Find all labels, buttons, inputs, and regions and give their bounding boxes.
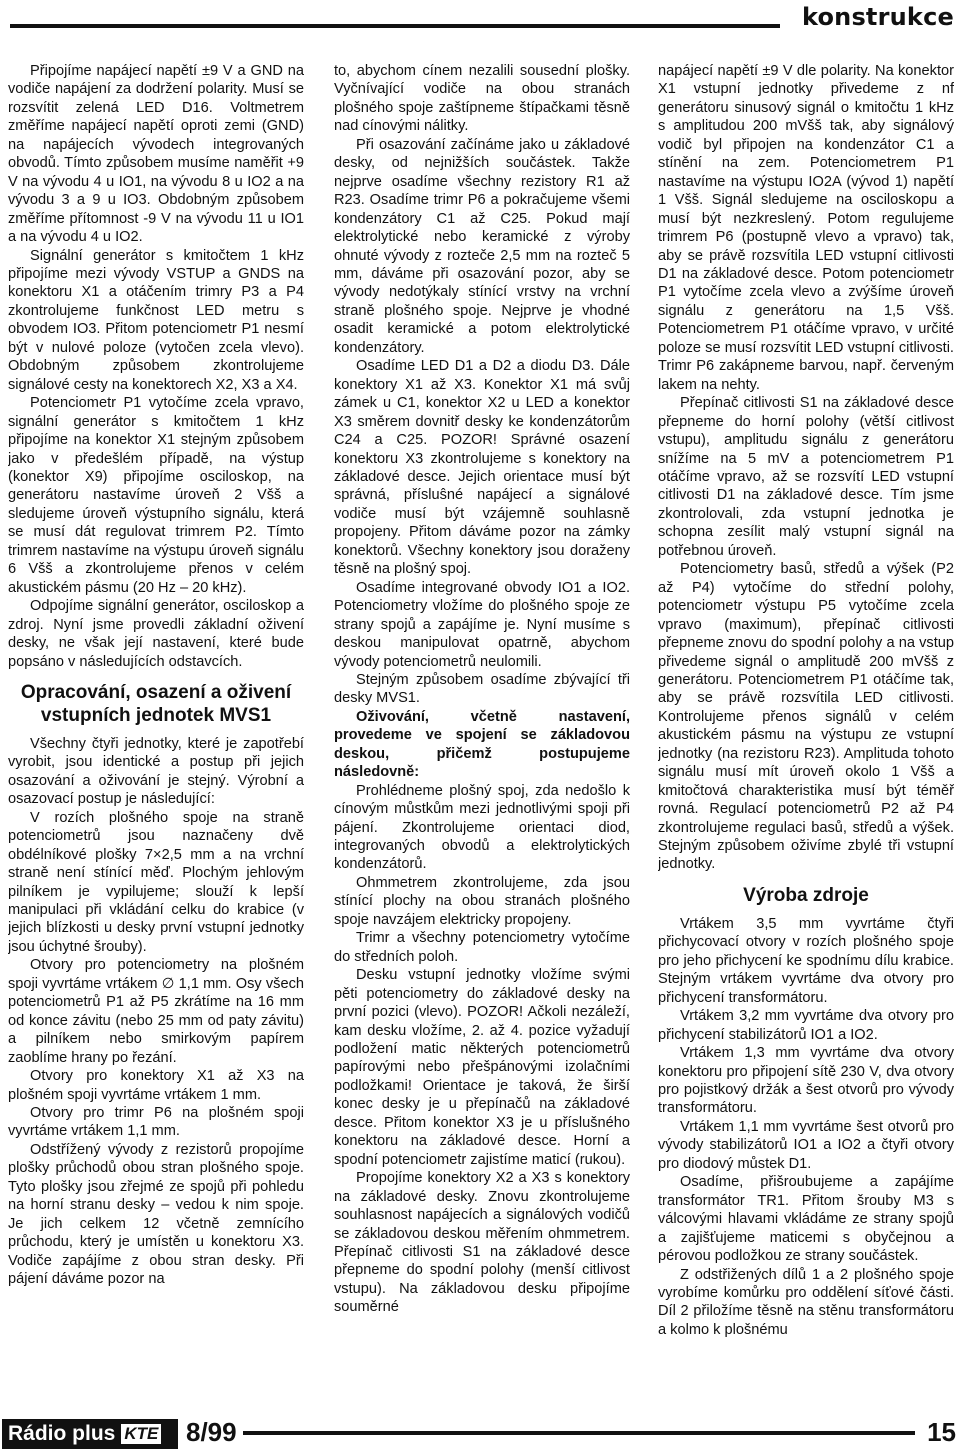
paragraph: Ohmmetrem zkontrolujeme, zda jsou stínící plochy na obou stranách plošného spoje navzájem elektricky propojeny. [334, 874, 630, 928]
paragraph: Potenciometr P1 vytočíme zcela vpravo, signální generátor s kmitočtem 1 kHz připojíme na konektor X1 stejným způsobem jako v předešlém případě, na výstup (konektor X9) připojíme osciloskop, na generátoru nastavíme úroveň 2 Všš a sledujeme úroveň výstupního signálu, která se musí dát regulovat trimrem P2. Tímto trimrem nastavíme na výstupu úroveň signálu 6 Všš a zkontrolujeme přenos v celém akustickém pásmu (20 Hz – 20 kHz). [8, 395, 304, 596]
section-heading: Opracování, osazení a oživení vstupních jednotek MVS1 [20, 681, 292, 726]
paragraph: Připojíme napájecí napětí ±9 V a GND na vodiče napájení za dodržení polarity. Musí se rozsvítit zelená LED D16. Voltmetrem změříme napájecí napětí oproti zemi (GND) na napájecích vývodech integrovaných obvodů. Tímto způsobem musíme naměřit +9 V na vývodu 4 u IO1, na vývodu 8 u IO2 a na vývodu 3 a 9 u IO3. Obdobným způsobem změříme přítomnost -9 V na vývodu 11 u IO1 a na vývodu 4 u IO2. [8, 63, 304, 246]
page-number: 15 [919, 1417, 956, 1448]
bold-lead-paragraph: Oživování, včetně nastavení, provedeme ve spojení se základovou deskou, přičemž postupujeme následovně: [334, 708, 630, 781]
paragraph: Při osazování začínáme jako u základové desky, od nejnižších součástek. Takže nejprve osadíme všechny rezistory R1 až R23. Osadíme trimr P6 a pokračujeme všemi kondenzátory C1 až C25. Pokud mají elektrolytické nebo keramické z výroby ohnuté vývody z rozteče 2,5 mm na rozteč 5 mm, dáváme při osazování pozor, aby se vývody nedotýkaly stínící vrstvy na vrchní straně plošného spoje. Nejprve je vhodné osadit keramické a potom elektrolytické kondenzátory. [334, 136, 630, 356]
paragraph: Vrtákem 1,3 mm vyvrtáme dva otvory konektoru pro připojení sítě 230 V, dva otvory pro pojistkový držák a šest otvorů pro vývody transformátoru. [658, 1045, 954, 1117]
paragraph: Vrtákem 3,2 mm vyvrtáme dva otvory pro přichycení stabilizátorů IO1 a IO2. [658, 1008, 954, 1043]
paragraph: Vrtákem 1,1 mm vyvrtáme šest otvorů pro vývody stabilizátorů IO1 a IO2 a čtyři otvory pro diodový můstek D1. [658, 1118, 954, 1172]
paragraph: Otvory pro trimr P6 na plošném spoji vyvrtáme vrtákem 1,1 mm. [8, 1105, 304, 1140]
paragraph: Odpojíme signální generátor, osciloskop a zdroj. Nyní jsme provedli základní oživení desky, ne však její nastavení, které bude popsáno v následujících odstavcích. [8, 598, 304, 670]
section-label: konstrukce [801, 3, 954, 31]
paragraph: Propojíme konektory X2 a X3 s konektory na základové desky. Znovu zkontrolujeme souhlasnost napájecích a signálových vodičů se základovou deskou měřením ohmmetrem. Přepínač citlivosti S1 na základové desce přepneme do spodní polohy (menší citlivost vstupu). Na základovou desku připojíme souměrné [334, 1170, 630, 1316]
paragraph: Osadíme integrované obvody IO1 a IO2. Potenciometry vložíme do plošného spoje ze strany spojů a zapájíme je. Nyní musíme s deskou manipulovat opatrně, abychom vývody potenciometrů neulomili. [334, 579, 630, 670]
footer-rule [240, 1431, 915, 1435]
paragraph: Prohlédneme plošný spoj, zda nedošlo k cínovým můstkům mezi jednotlivými spoji při pájení. Zkontrolujeme orientaci diod, integrovaných obvodů a elektrolytických kondenzátorů. [334, 782, 630, 873]
header-rule [10, 24, 780, 28]
paragraph: Trimr a všechny potenciometry vytočíme do středních poloh. [334, 930, 630, 965]
paragraph: Všechny čtyři jednotky, které je zapotřebí vyrobit, jsou identické a postup při jejich osazování a oživování je stejný. Výrobní a osazovací postup je následující: [8, 735, 304, 808]
brand-name: Rádio plus [8, 1422, 116, 1445]
paragraph: V rozích plošného spoje na straně potenciometrů jsou naznačeny dvě obdélníkové plošky 7×2,5 mm a na vrchní straně není stínící měď. Plochým jehlovým pilníkem je vypilujeme; slouží k lepší manipulaci při vkládání celku do krabice (v jejich blízkosti u desky první vstupní jednotky jsou úchytné šrouby). [8, 809, 304, 955]
magazine-logo [2, 1419, 178, 1449]
paragraph: Otvory pro potenciometry na plošném spoji vyvrtáme vrtákem ∅ 1,1 mm. Osy všech potenciometrů P1 až P5 zkrátíme na 16 mm od konce závitu (nebo 25 mm od paty závitu) a pilníkem nebo smirkovým papírem zaoblíme hrany po řezání. [8, 957, 304, 1066]
paragraph: Otvory pro konektory X1 až X3 na plošném spoji vyvrtáme vrtákem 1 mm. [8, 1068, 304, 1103]
section-heading: Výroba zdroje [743, 884, 869, 906]
page-footer [0, 1413, 960, 1453]
page-header [0, 0, 960, 38]
paragraph: Vrtákem 3,5 mm vyvrtáme čtyři přichycovací otvory v rozích plošného spoje pro jeho přichycení ke spodnímu dílu krabice. Stejným vrtákem vyvrtáme dva otvory pro přichycení transformátoru. [658, 915, 954, 1006]
paragraph: Osadíme LED D1 a D2 a diodu D3. Dále konektory X1 až X3. Konektor X1 má svůj zámek u C1, konektor X2 u LED a konektor X3 směrem dovnitř desky ke kondenzátorům C24 a C25. POZOR! Správné osazení konektoru X3 zkontrolujeme s konektory na základové desce. Jejich orientace musí být správná, přísluŝné napájecí a signálové vodiče musí být vzájemně souhlasně propojeny. Přitom dáváme pozor na zámky konektorů. Všechny konektory jsou doraženy těsně na plošný spoj. [334, 358, 630, 578]
paragraph: Potenciometry basů, středů a výšek (P2 až P4) vytočíme do střední polohy, potenciometr výstupu P5 vytočíme zcela vpravo (maximum), přepínač citlivosti přepneme znovu do spodní polohy a na vstup přivedeme signál o amplitudě 200 mVšš z generátoru. Potenciometrem P1 otáčíme tak, aby se právě rozsvítila LED citlivosti. Kontrolujeme přenos signálů v celém akustickém pásmu na výstupu ze vstupní jednotky (na rezistoru R23). Amplituda tohoto signálu musí mít úroveň okolo 1 Všš a kmitočtová charakteristika musí být téměř rovná. Regulací potenciometrů P2 až P4 zkontrolujeme regulaci basů, středů a výšek. Stejným způsobem oživíme zbylé tři vstupní jednotky. [658, 561, 954, 873]
paragraph: napájecí napětí ±9 V dle polarity. Na konektor X1 vstupní jednotky přivedeme z nf generátoru sinusový signál o kmitočtu 1 kHz s amplitudou 200 mVšš tak, aby signálový vodič byl připojen na kondenzátor C1 a stínění na zem. Potenciometrem P1 nastavíme na výstupu IO2A (vývod 1) napětí 1 Všš. Signál sledujeme na osciloskopu a musí být nezkreslený. Potom regulujeme trimrem P6 (postupně vlevo a vpravo) tak, aby se právě rozsvítila LED vstupní citlivosti D1 na základové desce. Potom potenciometr P1 vytočíme zcela vlevo a zvýšíme úroveň signálu z generátoru na 1,5 Všš. Potenciometrem P1 otáčíme vpravo, v určité poloze se musí rozsvítit LED vstupní citlivosti. Trimr P6 zakápneme barvou, např. červeným lakem na nehty. [658, 63, 954, 393]
paragraph: Přepínač citlivosti S1 na základové desce přepneme do horní polohy (větší citlivost vstupu), amplitudu signálu z generátoru snížíme na 5 mV a potenciometrem P1 otáčíme vpravo, až se rozsvítí LED vstupní citlivosti D1 na základové desce. Tím jsme zkontrolovali, zda vstupní jednotka je schopna zesílit malý vstupní signál na potřebnou úroveň. [658, 395, 954, 559]
paragraph: Z odstřižených dílů 1 a 2 plošného spoje vyrobíme komůrku pro oddělení síťové části. Díl 2 přiložíme těsně na stěnu transformátoru a kolmo k plošnému [658, 1266, 954, 1338]
paragraph: Osadíme, přišroubujeme a zapájíme transformátor TR1. Přitom šrouby M3 s válcovými hlavami vkládáme ze strany spojů a zajišťujeme maticemi s obyčejnou a pérovou podložkou ze strany součástek. [658, 1174, 954, 1265]
paragraph: Stejným způsobem osadíme zbývající tři desky MVS1. [334, 671, 630, 707]
text-column-1 [8, 62, 304, 1402]
paragraph: Signální generátor s kmitočtem 1 kHz připojíme mezi vývody VSTUP a GNDS na konektoru X1 a otáčením trimry P3 a P4 zkontrolujeme funkčnost LED metru s obvodem IO3. Přitom potenciometr P1 nesmí být v nulové poloze (vytočen zcela vlevo). Obdobným způsobem zkontrolujeme signálové cesty na konektorech X2, X3 a X4. [8, 247, 304, 393]
paragraph: Desku vstupní jednotky vložíme svými pěti potenciometry do základové desky na první pozici (vlevo). POZOR! Ačkoli nezáleží, kam desku vložíme, 2. až 4. pozice vyžadují podložení matic některých potenciometrů papírovými nebo přešpánovými izolačními podložkami! Orientace je taková, že širší konec desky je u přepínačů na základové desce. Přitom konektor X3 je u příslušného konektoru na základové desce. Horní a spodní potenciometr zajistíme maticí (rukou). [334, 967, 630, 1168]
paragraph: to, abychom cínem nezalili sousední plošky. Vyčnívající vodiče na obou stranách plošného spoje zaštípneme štípačkami těsně nad cínovými nálitky. [334, 63, 630, 135]
brand-mark: KTE [119, 1422, 163, 1446]
issue-number: 8/99 [186, 1417, 243, 1448]
text-column-2 [334, 62, 630, 1402]
paragraph: Odstřížený vývody z rezistorů propojíme plošky průchodů obou stran plošného spoje. Tyto plošky jsou zřejmé ze spojů při pohledu na horní stranu desky – vedou k nim spoje. Je jich celkem 12 včetně zemnícího průchodu, který je umístěn u konektoru X3. Vodiče zapájíme z obou stran desky. Při pájení dáváme pozor na [8, 1141, 304, 1288]
text-column-3 [658, 62, 954, 1402]
